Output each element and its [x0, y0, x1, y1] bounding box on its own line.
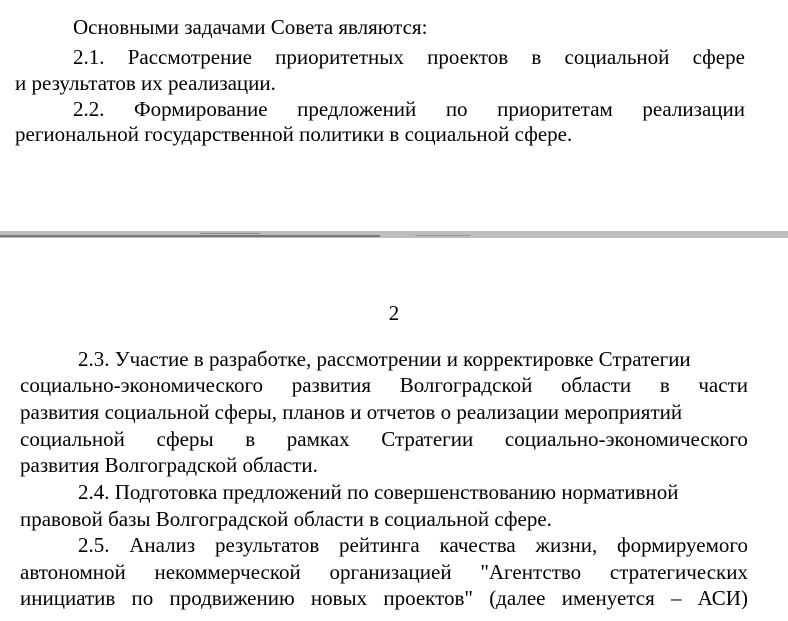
- word: стратегических: [609, 560, 748, 584]
- word: организацией: [329, 560, 452, 584]
- document-page-bottom: [0, 240, 788, 621]
- word: реализации: [642, 97, 745, 121]
- item-2-3-line3: развития социальной сферы, планов и отчетов о реализации мероприятий: [20, 400, 683, 424]
- word: по: [445, 97, 468, 121]
- word: социальной: [564, 45, 670, 69]
- word: результатов: [214, 533, 320, 557]
- word: социально-экономического: [504, 427, 748, 451]
- word: проектов": [383, 586, 473, 610]
- item-2-3-line5: развития Волгоградской области.: [20, 453, 318, 477]
- word: –: [670, 586, 682, 610]
- word: по: [131, 586, 154, 610]
- word: части: [698, 373, 748, 397]
- word: именуется: [561, 586, 655, 610]
- word: рейтинга: [339, 533, 420, 557]
- word: продвижению: [169, 586, 295, 610]
- word: приоритетных: [275, 45, 404, 69]
- item-2-2-line1: [73, 96, 745, 122]
- word: инициатив: [20, 586, 116, 610]
- word: новых: [310, 586, 368, 610]
- word: некоммерческой: [154, 560, 301, 584]
- word: в: [531, 45, 542, 69]
- word: (далее: [489, 586, 546, 610]
- word: Анализ: [129, 533, 196, 557]
- word: Рассмотрение: [127, 45, 252, 69]
- page-break-dark-line: [0, 235, 380, 237]
- word: Стратегии: [381, 427, 474, 451]
- word: "Агентство: [480, 560, 582, 584]
- item-2-2-line2: региональной государственной политики в социальной сфере.: [15, 122, 573, 146]
- word: социально-экономического: [20, 373, 264, 397]
- item-2-3-line2: [20, 372, 748, 398]
- word: АСИ): [697, 586, 748, 610]
- item-2-1-line2: и результатов их реализации.: [15, 71, 276, 95]
- item-2-5-line2: [20, 559, 748, 585]
- word: жизни,: [535, 533, 598, 557]
- item-2-3-line4: [20, 426, 748, 452]
- word: рамках: [286, 427, 350, 451]
- document-page-top: [0, 0, 788, 228]
- word: Формирование: [134, 97, 268, 121]
- word: приоритетам: [497, 97, 613, 121]
- word: предложений: [297, 97, 417, 121]
- item-2-4-line2: правовой базы Волгоградской области в социальной сфере.: [20, 507, 552, 531]
- item-2-1-line1: [73, 44, 745, 70]
- word: качества: [439, 533, 516, 557]
- word: автономной: [20, 560, 126, 584]
- word: проектов: [427, 45, 509, 69]
- word: сферы: [156, 427, 214, 451]
- item-2-3-line1: 2.3. Участие в разработке, рассмотрении и корректировке Стратегии: [78, 347, 691, 371]
- word: Волгоградской: [399, 373, 533, 397]
- page-number: 2: [388, 301, 400, 325]
- word: сфере: [692, 45, 745, 69]
- word: социальной: [20, 427, 125, 451]
- word: формируемого: [617, 533, 748, 557]
- page-break-dark-line-2: [200, 233, 260, 234]
- page-break-dark-line-3: [415, 235, 470, 236]
- item-2-5-line3: [20, 585, 748, 611]
- item-2-5-line1: [78, 532, 748, 558]
- page-break-separator: [0, 228, 788, 240]
- word: 2.2.: [73, 97, 105, 121]
- word: в: [659, 373, 670, 397]
- section-heading: Основными задачами Совета являются:: [73, 15, 428, 39]
- word: 2.1.: [73, 45, 105, 69]
- item-2-4-line1: 2.4. Подготовка предложений по совершенствованию нормативной: [78, 480, 679, 504]
- word: 2.5.: [78, 533, 110, 557]
- word: области: [560, 373, 632, 397]
- word: в: [245, 427, 256, 451]
- word: развития: [291, 373, 372, 397]
